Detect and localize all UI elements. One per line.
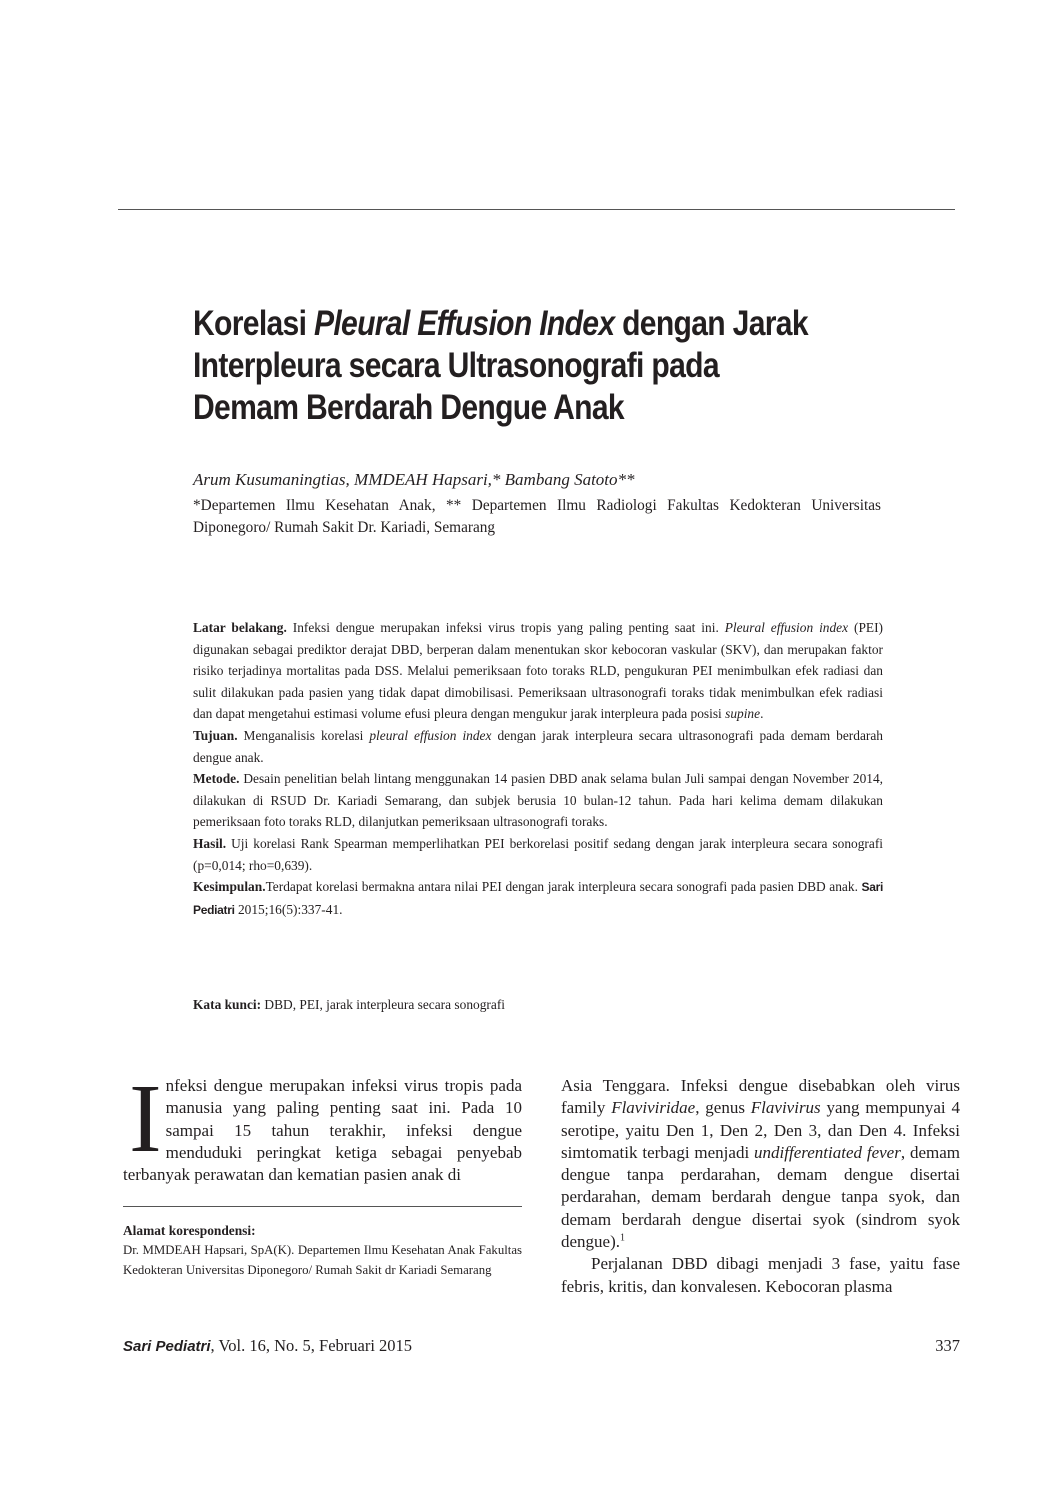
body-column-right: [561, 1075, 960, 1298]
section-heading: Latar belakang.: [193, 620, 287, 635]
author-list: Arum Kusumaningtias, MMDEAH Hapsari,* Bambang Satoto**: [193, 470, 635, 489]
journal-mark: Sari Pediatri: [193, 880, 883, 917]
title-line-1: [193, 303, 847, 345]
abstract-results: [193, 833, 883, 876]
abstract-methods: [193, 768, 883, 833]
abstract-background: [193, 617, 883, 725]
abstract-text: dengan jarak interpleura secara ultrasonografi pada demam berdarah dengue anak.: [193, 727, 883, 765]
abstract-italic: Pleural effusion index: [724, 620, 849, 635]
body-italic: undifferentiated fever: [754, 1142, 901, 1162]
article-title: [193, 303, 847, 429]
abstract-text: Desain penelitian belah lintang menggunakan 14 pasien DBD anak selama bulan Juli sampai dengan November 2014, dilakukan di RSUD Dr. Kariadi Semarang, dan subjek berusia 10 bulan-12 tahun. Pada hari kelima demam dilakukan pemeriksaan foto toraks RLD, dilanjutkan pemeriksaan ultrasonografi toraks.: [193, 771, 883, 830]
abstract-text: .: [760, 706, 764, 722]
affiliation: *Departemen Ilmu Kesehatan Anak, ** Departemen Ilmu Radiologi Fakultas Kedokteran Universitas Diponegoro/ Rumah Sakit Dr. Kariadi, Semarang: [193, 497, 881, 536]
abstract-text: Infeksi dengue merupakan infeksi virus tropis yang paling penting saat ini.: [286, 620, 725, 635]
title-italic-text: Pleural Effusion Index: [313, 304, 615, 343]
section-heading: Hasil.: [193, 835, 227, 851]
reference-marker: 1: [620, 1232, 626, 1244]
drop-cap: I: [129, 1065, 162, 1173]
keywords-label: Kata kunci:: [193, 997, 262, 1012]
section-heading: Kesimpulan.: [193, 879, 266, 895]
footnote-rule: [123, 1206, 522, 1207]
abstract-text: Terdapat korelasi bermakna antara nilai PEI dengan jarak interpleura secara sonografi pada pasien DBD anak.: [265, 879, 862, 895]
body-column-left: [123, 1065, 522, 1186]
paragraph: [561, 1075, 960, 1253]
footer-journal-name: Sari Pediatri: [123, 1338, 211, 1355]
title-text: dengan Jarak: [614, 304, 808, 343]
title-text: Korelasi: [193, 304, 314, 343]
keywords-text: DBD, PEI, jarak interpleura secara sonografi: [261, 997, 505, 1012]
body-italic: Flaviviridae: [611, 1098, 696, 1118]
abstract-text: (PEI) digunakan sebagai prediktor derajat DBD, berperan dalam menentukan skor kebocoran vaskular (SKV), dan merupakan faktor risiko terjadinya mortalitas pada DSS. Melalui pemeriksaan foto toraks RLD, pengukuran PEI menimbulkan efek radiasi dan sulit dilakukan pada pasien yang tidak dapat dimobilisasi. Pemeriksaan ultrasonografi toraks tidak menimbulkan efek radiasi dan dapat mengetahui estimasi volume efusi pleura dengan mengukur jarak interpleura pada posisi: [193, 620, 883, 722]
abstract-conclusion: [193, 876, 883, 921]
title-line-2: Interpleura secara Ultrasonografi pada: [193, 346, 719, 385]
footer-journal: [123, 1336, 412, 1356]
section-heading: Tujuan.: [193, 727, 238, 743]
section-heading: Metode.: [193, 771, 240, 787]
correspondence-heading: Alamat korespondensi:: [123, 1223, 256, 1238]
body-text: Asia Tenggara. Infeksi dengue disebabkan oleh virus family: [561, 1076, 960, 1118]
body-text: yang mempunyai 4 serotipe, yaitu Den 1, Den 2, Den 3, dan Den 4. Infeksi simtomatik terbagi menjadi: [561, 1098, 960, 1162]
citation: 2015;16(5):337-41.: [234, 901, 343, 917]
page-number: 337: [935, 1336, 960, 1355]
abstract-italic: supine: [725, 706, 761, 722]
title-line-3: Demam Berdarah Dengue Anak: [193, 388, 624, 427]
abstract-italic: pleural effusion index: [369, 727, 492, 743]
footer-issue: , Vol. 16, No. 5, Februari 2015: [210, 1336, 413, 1355]
paragraph: Perjalanan DBD dibagi menjadi 3 fase, yaitu fase febris, kritis, dan konvalesen. Kebocoran plasma: [561, 1254, 960, 1296]
correspondence-text: Dr. MMDEAH Hapsari, SpA(K). Departemen Ilmu Kesehatan Anak Fakultas Kedokteran Universitas Diponegoro/ Rumah Sakit dr Kariadi Semarang: [123, 1243, 522, 1277]
abstract-text: Menganalisis korelasi: [237, 727, 370, 743]
header-rule: [118, 209, 955, 210]
body-italic: Flavivirus: [750, 1098, 821, 1118]
body-text: nfeksi dengue merupakan infeksi virus tropis pada manusia yang paling penting saat ini. Pada 10 sampai 15 tahun terakhir, infeksi dengue menduduki peringkat ketiga sebagai penyebab terbanyak perawatan dan kematian pasien anak di: [123, 1076, 522, 1185]
abstract-text: Uji korelasi Rank Spearman memperlihatkan PEI berkorelasi positif sedang dengan jarak interpleura secara sonografi (p=0,014; rho=0,639).: [193, 835, 883, 873]
keywords: [193, 997, 505, 1013]
body-text: , genus: [695, 1098, 751, 1118]
abstract: [193, 617, 883, 921]
abstract-objective: [193, 725, 883, 768]
body-text: , demam dengue tanpa perdarahan, demam dengue disertai perdarahan, demam berdarah dengue tanpa syok, dan demam berdarah dengue disertai syok (sindrom syok dengue).: [561, 1142, 960, 1252]
